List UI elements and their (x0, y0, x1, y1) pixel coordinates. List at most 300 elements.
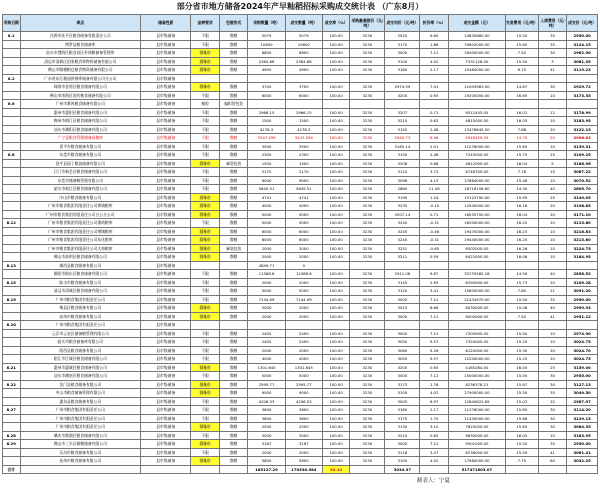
table-cell (191, 321, 219, 330)
table-cell: 6422000.00 (448, 253, 505, 262)
table-cell: 7320000.00 (448, 338, 505, 347)
table-row (3, 397, 598, 406)
table-cell: 11.46 (420, 185, 448, 194)
table-cell: 14.70 (505, 134, 538, 143)
total-cell (420, 465, 448, 474)
total-cell (505, 465, 538, 474)
table-cell: 乐昌市粮食储备有限公司 (20, 448, 141, 457)
table-cell: 县市级储备 (141, 380, 191, 389)
date-cell (3, 91, 21, 100)
table-cell: 100.00 (322, 57, 349, 66)
table-cell: 20 (538, 210, 566, 219)
table-cell: 6.97 (420, 397, 448, 406)
table-cell: 3230 (350, 244, 385, 253)
table-cell: 阳江市江城区粮食储备有限公司 (20, 355, 141, 364)
table-cell: 3211 (385, 253, 420, 262)
table-cell: 100.00 (322, 270, 349, 279)
table-cell: 60 (538, 457, 566, 466)
table-row (3, 372, 598, 381)
table-cell: 麻袋包装 (219, 244, 247, 253)
table-cell: 100.00 (322, 397, 349, 406)
table-cell (567, 74, 598, 83)
table-row (3, 295, 598, 304)
table-cell: 散粮 (219, 108, 247, 117)
table-cell: 4000 (285, 355, 322, 364)
table-cell: 4000 (248, 202, 285, 211)
table-cell: 9.60 (420, 32, 448, 41)
table-cell: 3230 (350, 185, 385, 194)
table-cell: 35 (538, 40, 566, 49)
total-cell: 3034.37 (385, 465, 420, 474)
table-cell: 100.00 (322, 448, 349, 457)
table-cell: 2911.08 (385, 270, 420, 279)
table-cell: 县市级储备 (141, 32, 191, 41)
table-cell: 不限 (191, 168, 219, 177)
table-cell: 7144.99 (285, 295, 322, 304)
table-cell: 2300 (248, 151, 285, 160)
table-cell: 不限 (191, 329, 219, 338)
table-cell: 3230 (350, 295, 385, 304)
table-cell: 100.00 (322, 168, 349, 177)
table-cell: 15.08 (505, 304, 538, 313)
table-cell: -0.15 (420, 202, 448, 211)
table-cell: 云浮市云安区储备粮管理有限公司 (20, 329, 141, 338)
table-cell: 圆籼粒 (191, 244, 219, 253)
table-cell: 2950.00 (567, 295, 598, 304)
table-cell: 15 (538, 168, 566, 177)
table-cell: 2000 (285, 278, 322, 287)
total-cell (141, 465, 191, 474)
table-cell: 2400 (248, 338, 285, 347)
table-cell: 12640622.65 (448, 397, 505, 406)
table-cell: 30 (538, 414, 566, 423)
table-cell (420, 74, 448, 83)
table-cell (385, 321, 420, 330)
table-cell: 圆籼粒 (191, 159, 219, 168)
table-cell: 4165264.00 (448, 363, 505, 372)
table-cell: 1301.645 (285, 363, 322, 372)
table-cell: 4278.3 (285, 125, 322, 134)
table-cell: 县市级储备 (141, 414, 191, 423)
table-cell: 2856.52 (567, 270, 598, 279)
table-cell (538, 261, 566, 270)
table-cell: 散粮 (219, 151, 247, 160)
table-row (3, 414, 598, 423)
table-cell: 5000 (248, 210, 285, 219)
table-cell: 不限 (191, 287, 219, 296)
table-cell: 6120000.00 (448, 346, 505, 355)
table-cell: 6000 (285, 91, 322, 100)
table-cell: 25 (538, 151, 566, 160)
date-cell (3, 372, 21, 381)
table-cell (350, 261, 385, 270)
table-cell: 2170 (248, 168, 285, 177)
table-cell: 3.72 (420, 168, 448, 177)
table-cell: 县市级储备 (141, 193, 191, 202)
table-cell: 散粮 (219, 372, 247, 381)
table-cell: 6290000.00 (448, 278, 505, 287)
table-cell: 6000 (248, 236, 285, 245)
table-cell: 15.48 (505, 176, 538, 185)
table-cell: 3109.25 (567, 151, 598, 160)
table-cell: 8236378.21 (448, 380, 505, 389)
date-cell: 8.15 (3, 278, 21, 287)
date-cell: 8.27 (3, 406, 21, 415)
total-cell: 517471603.07 (448, 465, 505, 474)
table-cell: 3230 (350, 210, 385, 219)
table-cell: 2950.00 (567, 440, 598, 449)
table-cell: 3230 (350, 312, 385, 321)
table-cell: 县市级储备 (141, 270, 191, 279)
table-cell: 散粮 (219, 363, 247, 372)
table-cell: 9.87 (420, 270, 448, 279)
table-cell: 100.00 (322, 295, 349, 304)
table-cell: 100.00 (322, 304, 349, 313)
table-cell: 2962.50 (567, 49, 598, 58)
table-cell (285, 100, 322, 109)
table-cell: 不限 (191, 278, 219, 287)
table-cell: 11376000.00 (448, 406, 505, 415)
table-cell: 15.00 (505, 372, 538, 381)
table-cell: 圆籼粒 (191, 363, 219, 372)
table-cell: 圆籼粒 (191, 304, 219, 313)
table-cell: 4.02 (420, 389, 448, 398)
table-cell: 3230 (350, 406, 385, 415)
column-header: 采购数量（吨） (248, 15, 285, 32)
table-cell: 3240 (385, 236, 420, 245)
table-cell: 3230 (350, 227, 385, 236)
table-cell: 7.78 (505, 168, 538, 177)
table-row (3, 457, 598, 466)
table-cell: 圆籼粒 (191, 389, 219, 398)
table-cell: 县市级储备 (141, 108, 191, 117)
table-cell: 县市级储备 (141, 304, 191, 313)
table-cell: 不限 (191, 295, 219, 304)
table-title: 部分省市地方储备2024年产早籼稻招标采购成交统计表 （广东8月） (176, 2, 424, 11)
table-cell (505, 321, 538, 330)
table-cell: 圆籼粒 (191, 83, 219, 92)
table-cell: 2959.93 (567, 304, 598, 313)
table-cell: 5000 (248, 372, 285, 381)
table-row (3, 363, 598, 372)
table-cell (567, 261, 598, 270)
table-cell: 3500 (248, 142, 285, 151)
table-cell: 100.00 (322, 202, 349, 211)
table-cell: 3170 (385, 40, 420, 49)
table-cell: 9000 (285, 389, 322, 398)
table-cell: 3230 (350, 159, 385, 168)
total-cell: 92.12 (322, 465, 349, 474)
table-cell: 7.12 (420, 440, 448, 449)
table-cell: 100.00 (322, 227, 349, 236)
table-cell: 河源市连平区粮食储备有限责任公司 (20, 32, 141, 41)
table-cell: 100.00 (322, 210, 349, 219)
table-cell: 21 (538, 287, 566, 296)
table-cell: 韶关市曲江区粮食储备有限公司 (20, 185, 141, 194)
table-cell: 3000 (385, 372, 420, 381)
table-cell: 3015 (385, 304, 420, 313)
table-cell: 县市级储备 (141, 457, 191, 466)
table-cell: 3000 (285, 431, 322, 440)
table-row (3, 40, 598, 49)
table-cell: 15.00 (505, 295, 538, 304)
table-cell: 15.83 (505, 142, 538, 151)
table-cell: 梅州市梅江区粮食储备有限公司 (20, 117, 141, 126)
table-cell: 2364.88 (248, 57, 285, 66)
table-row (3, 74, 598, 83)
table-cell: 15.50 (505, 57, 538, 66)
table-cell: 广东省东江粮油供销库储备有限公司分公司 (20, 74, 141, 83)
table-cell: 饶平县园丁粮油储备有限公司 (20, 159, 141, 168)
table-cell: 1500 (285, 159, 322, 168)
table-cell: 县市级储备 (141, 346, 191, 355)
table-cell: 县市级储备 (141, 278, 191, 287)
table-cell: 3230 (350, 66, 385, 75)
table-cell: 圆籼粒 (191, 312, 219, 321)
table-cell: 7245000.00 (448, 151, 505, 160)
table-cell: 10 (538, 253, 566, 262)
table-cell: 16.20 (505, 219, 538, 228)
table-cell: 3230 (350, 287, 385, 296)
table-cell: 9549429.59 (448, 134, 505, 143)
table-cell: 3230 (350, 193, 385, 202)
table-cell: 2000 (248, 278, 285, 287)
table-row (3, 278, 598, 287)
table-cell: 3600 (285, 414, 322, 423)
table-cell: 10 (538, 236, 566, 245)
table-cell: 3060 (385, 346, 420, 355)
table-cell (191, 261, 219, 270)
date-cell (3, 193, 21, 202)
table-row (3, 91, 598, 100)
table-cell: 3100 (385, 389, 420, 398)
table-cell: 14.30 (505, 185, 538, 194)
table-cell: 县市级储备 (141, 321, 191, 330)
table-cell (248, 74, 285, 83)
table-cell: 6502000.00 (448, 244, 505, 253)
table-cell: 高州市粮食储备有限公司 (20, 312, 141, 321)
date-cell: 8.8 (3, 151, 21, 160)
table-cell: 3183.95 (567, 431, 598, 440)
date-cell (3, 457, 21, 466)
date-cell (3, 244, 21, 253)
table-cell: 1.70 (420, 414, 448, 423)
table-cell: 县市级储备 (141, 219, 191, 228)
table-row (3, 338, 598, 347)
date-cell (3, 176, 21, 185)
table-cell: 26400000.00 (448, 49, 505, 58)
table-cell: 20 (538, 125, 566, 134)
table-cell: 恩平市粮食储备有限公司 (20, 142, 141, 151)
table-cell: 2000 (285, 244, 322, 253)
table-cell (420, 100, 448, 109)
table-cell: 2000 (248, 448, 285, 457)
table-cell: 7.12 (420, 312, 448, 321)
table-cell: 1.76 (420, 380, 448, 389)
table-cell: 100.00 (322, 253, 349, 262)
date-cell (3, 270, 21, 279)
table-cell: 籼粒 (191, 100, 219, 109)
table-cell (505, 100, 538, 109)
table-cell: 县市级储备 (141, 57, 191, 66)
table-cell: 16.26 (505, 244, 538, 253)
table-row (3, 142, 598, 151)
table-cell: 5000 (248, 219, 285, 228)
table-cell: 7.12 (420, 295, 448, 304)
table-cell: 5800 (285, 457, 322, 466)
table-row (3, 185, 598, 194)
date-cell (3, 210, 21, 219)
table-cell: 5845.51 (285, 185, 322, 194)
table-cell: 4000 (285, 202, 322, 211)
table-cell: 100.00 (322, 125, 349, 134)
table-cell: 27864000.00 (448, 176, 505, 185)
table-cell (219, 321, 247, 330)
table-cell: 100.00 (322, 406, 349, 415)
table-cell: 3000 (385, 329, 420, 338)
table-cell: 3230 (350, 346, 385, 355)
table-cell: 41 (538, 66, 566, 75)
table-cell: 3198.83 (567, 202, 598, 211)
table-cell: 3230 (350, 83, 385, 92)
date-cell: 8.22 (3, 380, 21, 389)
table-cell: 清远市清新区国家粮食和物资储备有限公司 (20, 57, 141, 66)
table-cell: 40 (538, 304, 566, 313)
table-cell: 县市级储备 (141, 363, 191, 372)
table-row (3, 448, 598, 457)
table-cell: 100.00 (322, 32, 349, 41)
table-cell: 县市级储备 (141, 227, 191, 236)
table-cell: 不限 (191, 185, 219, 194)
table-cell: 3600 (285, 406, 322, 415)
table-cell: 15.59 (505, 448, 538, 457)
table-cell: 3165.14 (385, 142, 420, 151)
table-cell: 9000 (248, 176, 285, 185)
table-cell: 县市级储备 (141, 168, 191, 177)
table-cell: 7144.99 (248, 295, 285, 304)
table-cell: 11078000.00 (448, 142, 505, 151)
table-cell: 广州市粮食集团有限责任公司黄埔粮库 (20, 202, 141, 211)
table-cell: 散粮 (219, 338, 247, 347)
table-cell: 3160 (385, 66, 420, 75)
table-cell: 不限 (191, 32, 219, 41)
table-cell: 惠州市惠城区粮食储备有限公司 (20, 363, 141, 372)
table-cell (322, 74, 349, 83)
table-cell: 圆籼粒 (191, 210, 219, 219)
table-cell: 2000 (285, 253, 322, 262)
table-cell: 县市级储备 (141, 210, 191, 219)
table-cell: 圆籼粒 (191, 253, 219, 262)
table-cell: 3230 (350, 134, 385, 143)
date-cell: 8.2 (3, 74, 21, 83)
table-cell: 不限 (191, 91, 219, 100)
table-row (3, 329, 598, 338)
table-cell: 散粮 (219, 40, 247, 49)
table-cell: 3600 (248, 406, 285, 415)
table-row (3, 431, 598, 440)
table-cell: 3230 (350, 304, 385, 313)
date-cell (3, 423, 21, 432)
table-cell: 散粮 (219, 440, 247, 449)
table-cell: 8800 (248, 49, 285, 58)
table-cell: 10600 (285, 40, 322, 49)
table-cell: 5000 (248, 287, 285, 296)
table-cell: 广州市番禺粮食储备有限公司 (20, 100, 141, 109)
table-cell: 3210 (385, 431, 420, 440)
table-cell: 35 (538, 32, 566, 41)
table-cell: 100.00 (322, 355, 349, 364)
table-cell: 县市级储备 (141, 372, 191, 381)
date-cell (3, 312, 21, 321)
table-cell: 100.00 (322, 176, 349, 185)
table-cell: 清远市清城区粮食储备有限公司 (20, 287, 141, 296)
table-row (3, 134, 598, 143)
table-cell: 5000 (285, 210, 322, 219)
table-cell: 100.00 (322, 423, 349, 432)
table-cell: 散粮 (219, 397, 247, 406)
table-cell: 3230 (350, 270, 385, 279)
table-cell: 县市级储备 (141, 397, 191, 406)
table-cell: 100.00 (322, 380, 349, 389)
table-cell: 圆籼粒 (191, 49, 219, 58)
table-cell: 东莞市粮食储备有限公司 (20, 151, 141, 160)
total-cell (567, 465, 598, 474)
table-cell: 佛山市三水区储粮储备有限公司 (20, 440, 141, 449)
table-cell: 5079 (285, 32, 322, 41)
table-cell: 不限 (191, 125, 219, 134)
table-cell (448, 74, 505, 83)
table-cell: 3700 (248, 83, 285, 92)
table-cell: 3230 (350, 202, 385, 211)
table-cell: 圆籼粒 (191, 202, 219, 211)
table-cell: 2500 (248, 423, 285, 432)
table-cell: 不限 (191, 270, 219, 279)
table-cell: 县市级储备 (141, 74, 191, 83)
table-cell: 3218.83 (567, 227, 598, 236)
table-cell: 100.00 (322, 185, 349, 194)
table-cell: 3230 (350, 49, 385, 58)
table-cell (420, 321, 448, 330)
table-cell (567, 321, 598, 330)
table-cell: 散粮 (219, 83, 247, 92)
table-cell: 圆籼粒 (191, 66, 219, 75)
table-cell: 散粮 (219, 414, 247, 423)
table-cell: 不限 (191, 355, 219, 364)
table-cell: 16.06 (505, 253, 538, 262)
table-cell: 5000 (285, 219, 322, 228)
table-cell: 3000 (385, 312, 420, 321)
table-cell: 7.12 (420, 372, 448, 381)
table-cell: 10 (538, 329, 566, 338)
table-cell: 散粮 (219, 66, 247, 75)
table-cell: 19440000.00 (448, 236, 505, 245)
table-cell: 3087.22 (567, 168, 598, 177)
table-cell: 3230 (350, 372, 385, 381)
table-cell: 2595.77 (285, 380, 322, 389)
table-cell: 3230 (350, 219, 385, 228)
date-cell: 8.13 (3, 261, 21, 270)
table-cell (350, 74, 385, 83)
table-cell: 散粮 (219, 295, 247, 304)
table-cell: 2929.72 (567, 83, 598, 92)
table-cell: 3186.96 (567, 159, 598, 168)
table-row (3, 261, 598, 270)
table-cell: 3175 (385, 414, 420, 423)
column-header: 库点 (20, 15, 141, 32)
table-cell: 麻袋包装 (219, 159, 247, 168)
table-cell: 广州市粮食集团有限责任公司从化粮库 (20, 236, 141, 245)
table-cell: 2400 (285, 338, 322, 347)
